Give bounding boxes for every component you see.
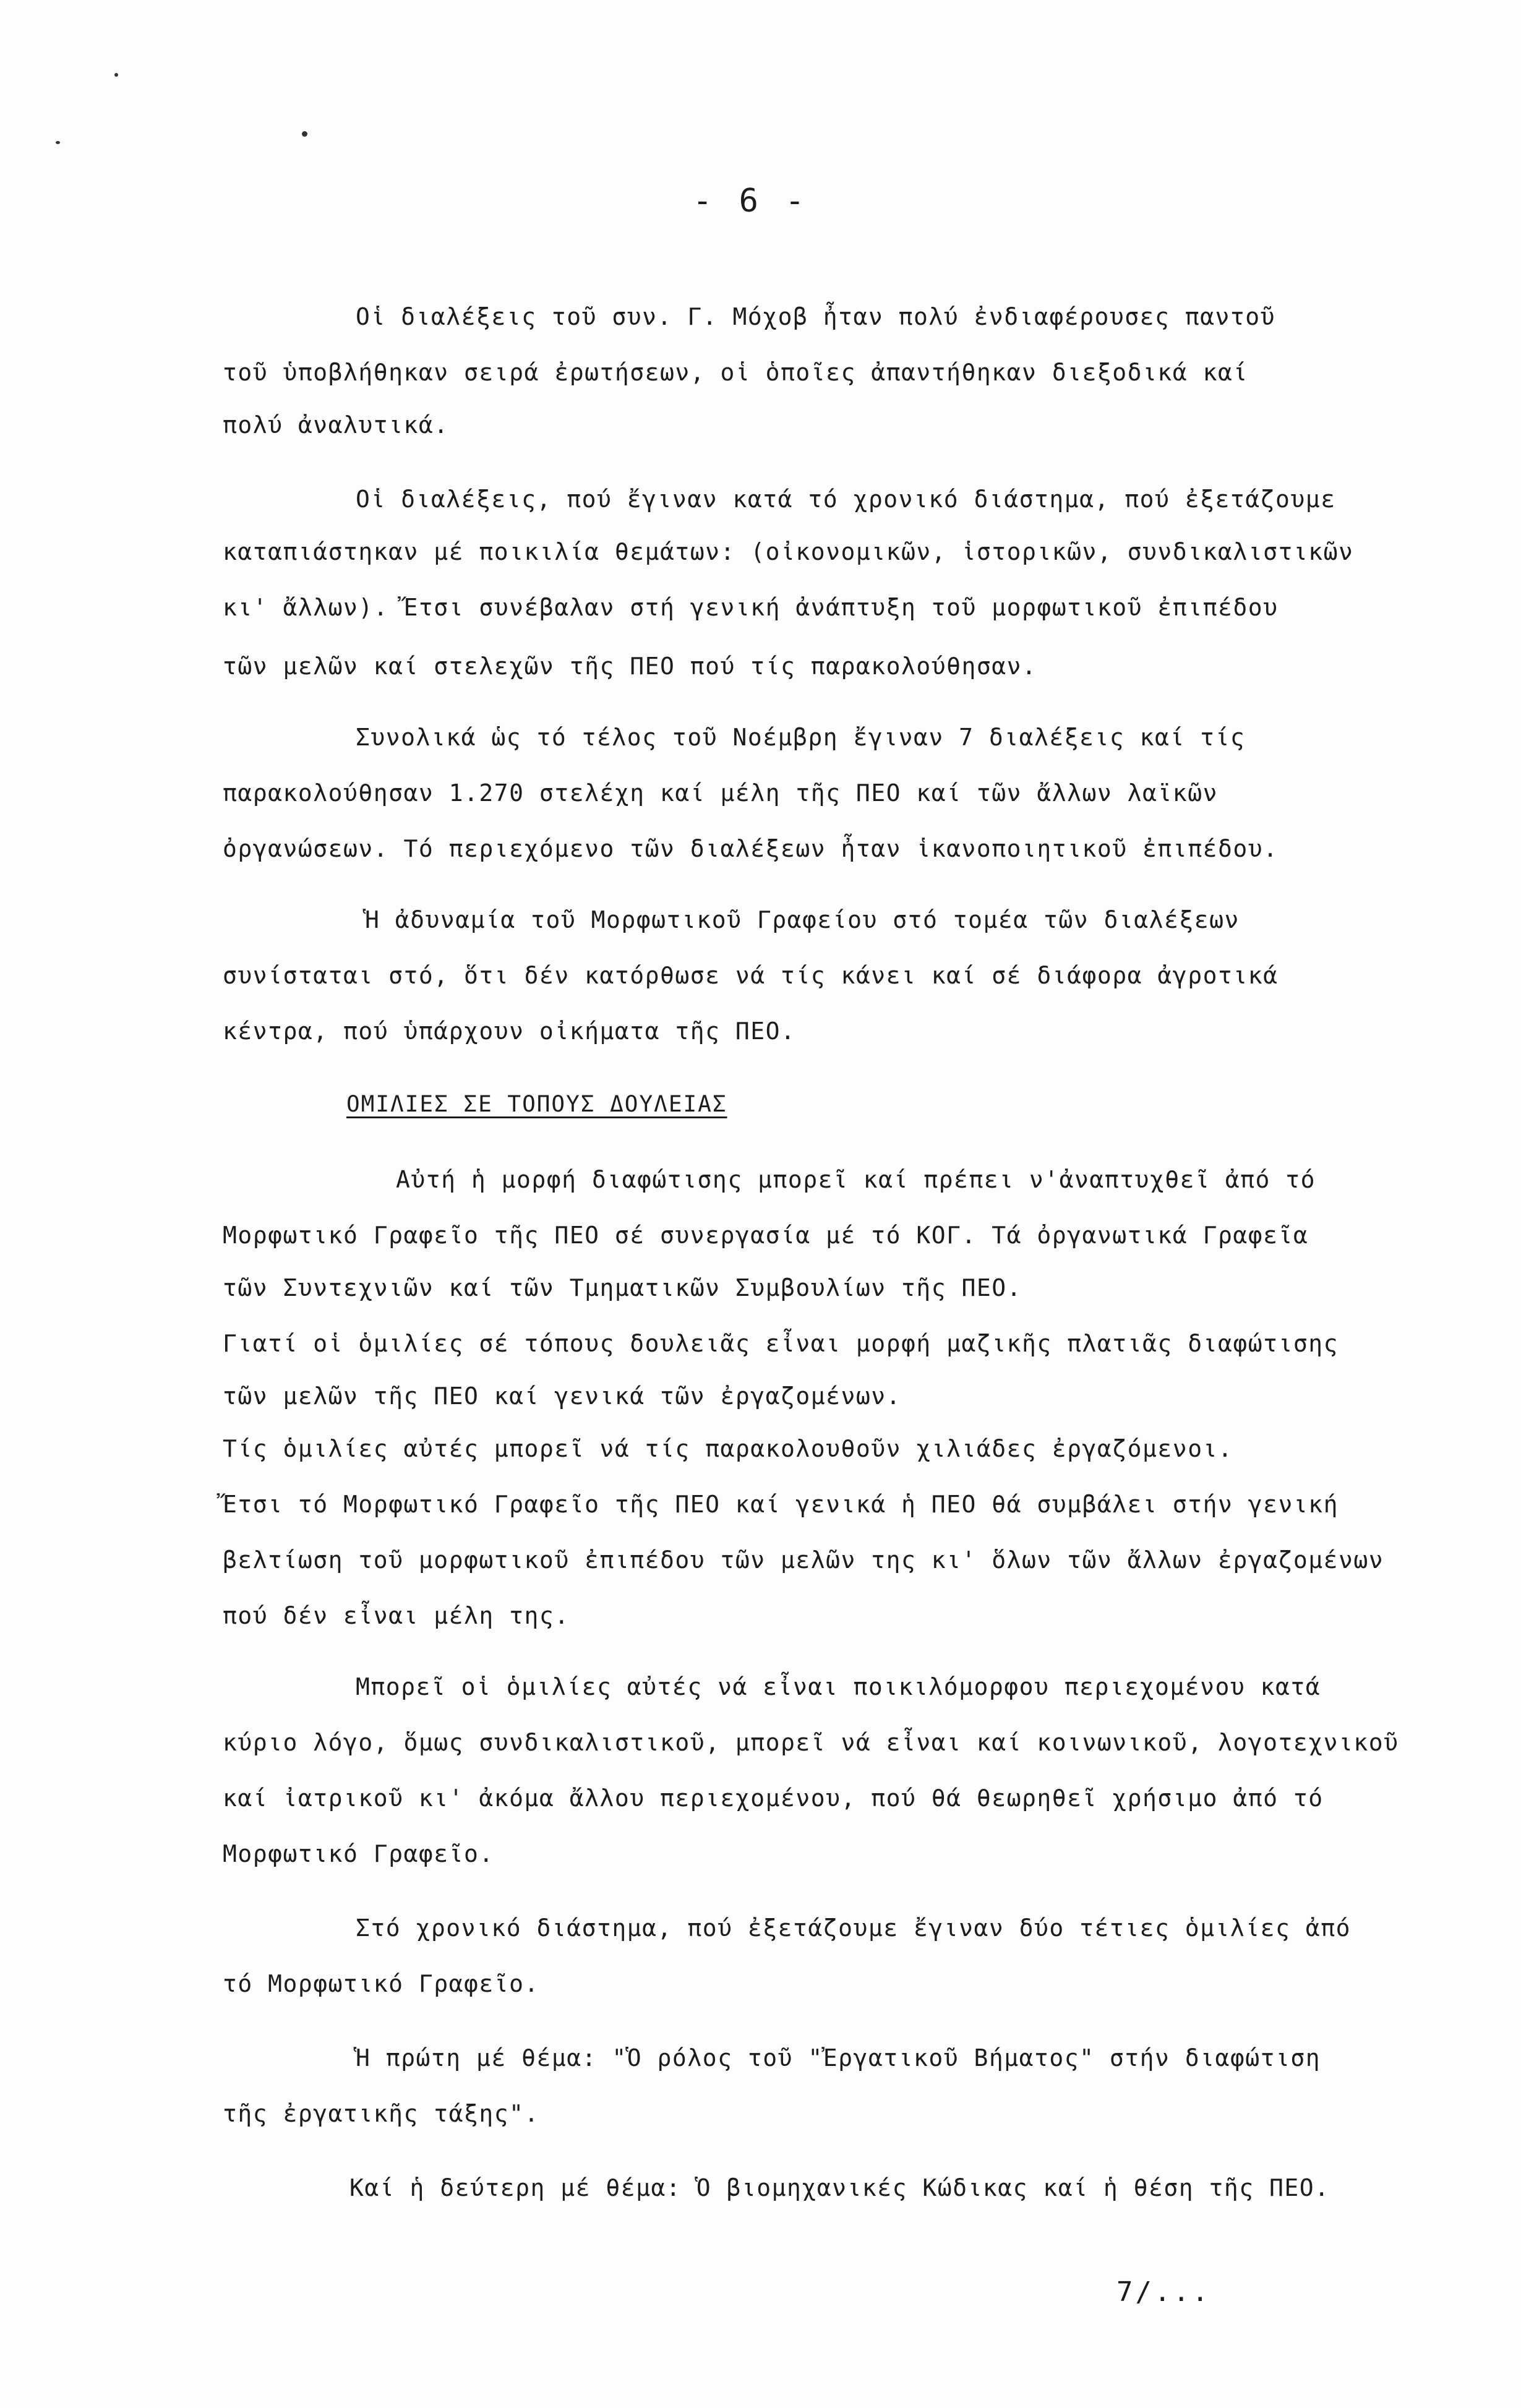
text-line: Γιατί οἱ ὁμιλίες σέ τόπους δουλειᾶς εἶναι μορφή μαζικῆς πλατιᾶς διαφώτισης [223,1330,1339,1357]
text-line: καταπιάστηκαν μέ ποικιλία θεμάτων: (οἰκονομικῶν, ἱστορικῶν, συνδικαλιστικῶν [223,538,1354,565]
continuation-marker: 7/... [1116,2276,1211,2308]
text-line: Μορφωτικό Γραφεῖο. [223,1840,494,1867]
text-line: κύριο λόγο, ὅμως συνδικαλιστικοῦ, μπορεῖ νά εἶναι καί κοινωνικοῦ, λογοτεχνικοῦ [223,1729,1399,1756]
section-heading: ΟΜΙΛΙΕΣ ΣΕ ΤΟΠΟΥΣ ΔΟΥΛΕΙΑΣ [346,1092,727,1117]
text-line: παρακολούθησαν 1.270 στελέχη καί μέλη τῆς ΠΕΟ καί τῶν ἄλλων λαϊκῶν [223,779,1218,807]
text-line: κι' ἄλλων). Ἔτσι συνέβαλαν στή γενική ἀνάπτυξη τοῦ μορφωτικοῦ ἐπιπέδου [223,594,1279,621]
text-line: τῶν μελῶν τῆς ΠΕΟ καί γενικά τῶν ἐργαζομένων. [223,1382,902,1410]
text-line: Οἱ διαλέξεις τοῦ συν. Γ. Μόχοβ ἦταν πολύ ἐνδιαφέρουσες παντοῦ [356,303,1276,330]
paper-speck [302,131,307,137]
text-line: Καί ἡ δεύτερη μέ θέμα: Ὁ βιομηχανικές Κώδικας καί ἡ θέση τῆς ΠΕΟ. [349,2174,1330,2201]
text-line: καί ἰατρικοῦ κι' ἀκόμα ἄλλου περιεχομένου, πού θά θεωρηθεῖ χρήσιμο ἀπό τό [223,1785,1324,1812]
text-line: Ἡ ἀδυναμία τοῦ Μορφωτικοῦ Γραφείου στό τομέα τῶν διαλέξεων [365,906,1240,933]
text-line: τοῦ ὑποβλήθηκαν σειρά ἐρωτήσεων, οἱ ὁποῖες ἀπαντήθηκαν διεξοδικά καί [223,359,1248,386]
text-line: ὀργανώσεων. Τό περιεχόμενο τῶν διαλέξεων ἦταν ἱκανοποιητικοῦ ἐπιπέδου. [223,835,1279,862]
text-line: Ἡ πρώτη μέ θέμα: "Ὁ ρόλος τοῦ "Ἐργατικοῦ Βήματος" στήν διαφώτιση [356,2044,1321,2072]
text-line: Μορφωτικό Γραφεῖο τῆς ΠΕΟ σέ συνεργασία μέ τό ΚΟΓ. Τά ὀργανωτικά Γραφεῖα [223,1222,1309,1249]
text-line: Ἔτσι τό Μορφωτικό Γραφεῖο τῆς ΠΕΟ καί γενικά ἡ ΠΕΟ θά συμβάλει στήν γενική [223,1491,1339,1518]
text-line: βελτίωση τοῦ μορφωτικοῦ ἐπιπέδου τῶν μελῶν της κι' ὅλων τῶν ἄλλων ἐργαζομένων [223,1546,1384,1574]
text-line: Τίς ὁμιλίες αὐτές μπορεῖ νά τίς παρακολουθοῦν χιλιάδες ἐργαζόμενοι. [223,1435,1233,1462]
text-line: τῆς ἐργατικῆς τάξης". [223,2100,539,2127]
text-line: πού δέν εἶναι μέλη της. [223,1602,570,1629]
text-line: τό Μορφωτικό Γραφεῖο. [223,1970,539,1997]
text-line: Αὐτή ἡ μορφή διαφώτισης μπορεῖ καί πρέπει ν'ἀναπτυχθεῖ ἀπό τό [396,1166,1316,1193]
text-line: Οἱ διαλέξεις, πού ἔγιναν κατά τό χρονικό διάστημα, πού ἐξετάζουμε [356,486,1336,513]
text-line: πολύ ἀναλυτικά. [223,411,449,439]
text-line: Συνολικά ὡς τό τέλος τοῦ Νοέμβρη ἔγιναν 7 διαλέξεις καί τίς [356,724,1246,751]
text-line: κέντρα, πού ὑπάρχουν οἰκήματα τῆς ΠΕΟ. [223,1018,796,1045]
text-line: Μπορεῖ οἱ ὁμιλίες αὐτές νά εἶναι ποικιλόμορφου περιεχομένου κατά [356,1673,1321,1700]
text-line: συνίσταται στό, ὅτι δέν κατόρθωσε νά τίς κάνει καί σέ διάφορα ἀγροτικά [223,962,1279,989]
text-line: Στό χρονικό διάστημα, πού ἐξετάζουμε ἔγιναν δύο τέτιες ὁμιλίες ἀπό [356,1914,1351,1942]
text-line: τῶν μελῶν καί στελεχῶν τῆς ΠΕΟ πού τίς παρακολούθησαν. [223,653,1037,680]
page-number: - 6 - [693,182,808,220]
paper-speck [56,141,60,144]
text-line: τῶν Συντεχνιῶν καί τῶν Τμηματικῶν Συμβουλίων τῆς ΠΕΟ. [223,1274,1022,1301]
paper-speck [114,73,118,77]
